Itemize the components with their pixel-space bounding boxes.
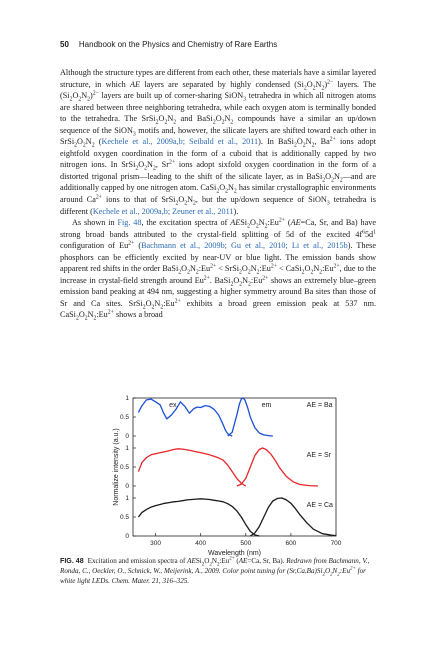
text-run: has similar crystallographic environments around Ca xyxy=(60,183,376,205)
text-run: 2 xyxy=(151,304,155,311)
text-run: N xyxy=(227,183,234,193)
page-number: 50 xyxy=(60,40,69,49)
text-run: ( xyxy=(134,241,142,251)
figure-label: FIG. 48 xyxy=(60,557,84,565)
text-run: O xyxy=(249,218,256,228)
text-run: As shown in xyxy=(72,218,118,228)
panel-label: AE = Ca xyxy=(306,502,333,509)
text-run: ( xyxy=(94,137,102,147)
text-run: Although the structure types are different from each other, these materials have a similar layered structure, in which xyxy=(60,68,376,89)
text-run: 6 xyxy=(362,228,365,235)
text-run: shows a broad xyxy=(113,310,163,320)
text-run: for white light LEDs. Chem. Mater. 21, 316–325. xyxy=(60,567,366,586)
text-run: O xyxy=(215,114,222,124)
text-run: O xyxy=(158,114,165,124)
text-run: O xyxy=(296,137,303,147)
text-run: 2 xyxy=(239,281,243,288)
text-run: 2 xyxy=(331,177,334,184)
text-run: 2 xyxy=(247,223,250,230)
text-run: 2+ xyxy=(168,159,176,166)
text-run: AE xyxy=(230,218,241,228)
text-run: 2 xyxy=(248,281,251,288)
panel-label: AE = Ba xyxy=(306,402,333,409)
text-run: 1 xyxy=(373,228,376,235)
text-run: —and are additionally capped by one nitrogen atom. CaSi xyxy=(60,171,376,193)
text-run: 2+ xyxy=(128,240,135,247)
text-run: Si xyxy=(240,218,248,228)
text-run: 2 xyxy=(212,119,216,126)
text-run: N xyxy=(189,264,196,274)
text-run: O xyxy=(145,298,152,308)
text-run: and BaSi xyxy=(176,114,213,124)
text-run: ( xyxy=(285,218,291,228)
text-run: ). These phosphors can be efficiently excited by near-UV or blue light. The emission bands show apparent red shifts in the order BaSi xyxy=(60,241,376,274)
text-run: O xyxy=(181,264,188,274)
text-run: , the excitation spectra of xyxy=(141,218,231,228)
text-run: AE xyxy=(238,557,248,565)
y-tick-label: 0 xyxy=(125,533,129,541)
excitation-curve xyxy=(138,499,259,536)
text-run: O xyxy=(304,264,311,274)
text-run: 2 xyxy=(256,269,260,276)
text-run: O xyxy=(241,264,248,274)
text-run: motifs and, however, the silicate layers are shifted toward each other in SrSi xyxy=(60,125,377,147)
text-run: :Eu xyxy=(198,264,211,274)
text-run: layers. The (Si xyxy=(60,79,376,101)
x-tick-label: 700 xyxy=(330,540,342,547)
x-tick-label: 400 xyxy=(195,540,207,547)
text-run: 2 xyxy=(301,269,305,276)
text-run: :Eu xyxy=(259,264,271,274)
text-run: :Eu xyxy=(322,264,334,274)
text-run: N xyxy=(187,195,194,205)
text-run: 2 xyxy=(173,119,177,126)
citation-link[interactable]: Kechele et al., 2009a,b; Seibald et al., 2011 xyxy=(101,137,259,147)
text-run: N xyxy=(315,79,322,89)
text-run: 2+ xyxy=(329,136,336,143)
text-run: N xyxy=(242,275,249,285)
text-run: 2 xyxy=(160,304,164,311)
text-run: 2 xyxy=(201,562,205,568)
text-run: O xyxy=(178,195,185,205)
text-run: 2 xyxy=(195,269,199,276)
text-run: tetrahedra is different ( xyxy=(60,195,376,216)
text-run: ) xyxy=(90,91,93,101)
text-run: 2 xyxy=(74,142,77,149)
citation-link[interactable]: Kechele et al., 2009a,b; Zeuner et al., 2011 xyxy=(92,206,234,216)
y-tick-label: 0 xyxy=(125,483,129,491)
text-run: 2 xyxy=(337,572,340,578)
text-run: :Eu xyxy=(267,218,279,228)
text-run: 2 xyxy=(216,189,220,196)
text-run: :Eu xyxy=(219,557,230,565)
text-run: 2 xyxy=(91,142,95,149)
text-run: ( xyxy=(234,557,239,565)
text-run: 2 xyxy=(93,316,97,323)
text-run: . BaSi xyxy=(209,275,231,285)
text-run: ) xyxy=(324,79,328,89)
y-tick-label: 0 xyxy=(125,433,129,441)
text-run: 2 xyxy=(75,316,79,323)
text-run: Excitation and emission spectra of xyxy=(87,557,188,565)
text-run: 2 xyxy=(264,223,268,230)
text-run: :Eu xyxy=(250,275,263,285)
y-tick-label: 1 xyxy=(125,495,129,503)
text-run: N xyxy=(258,218,265,228)
text-run: 2+ xyxy=(107,309,114,316)
text-run: O xyxy=(76,137,83,147)
text-run: N xyxy=(332,567,338,576)
text-run: 2 xyxy=(311,142,315,149)
panel-label: AE = Sr xyxy=(306,452,332,459)
text-run: 2 xyxy=(82,142,86,149)
text-run: 2+ xyxy=(95,194,102,201)
text-run: 2 xyxy=(230,281,234,288)
text-run: 2 xyxy=(209,562,212,568)
text-run: O xyxy=(78,310,85,320)
caption-text xyxy=(60,557,369,585)
x-tick-label: 300 xyxy=(150,540,161,547)
text-run: O xyxy=(204,557,210,565)
text-run: 3 xyxy=(243,96,247,103)
text-run: 2+ xyxy=(210,263,217,270)
text-run: 2 xyxy=(225,189,228,196)
text-run: N xyxy=(167,114,174,124)
text-run: 2+ xyxy=(174,298,181,305)
text-run: exhibits a broad green emission peak at 537 nm. CaSi xyxy=(60,298,376,320)
text-run: , Sr xyxy=(155,160,169,170)
excitation-curve xyxy=(138,399,232,436)
text-run: 2 xyxy=(144,166,148,173)
text-run: N xyxy=(224,114,231,124)
text-run: AE xyxy=(290,218,301,228)
text-run: compounds have a similar an up/down sequence of the SiON xyxy=(60,114,376,135)
citation-link[interactable]: Fig. 48 xyxy=(117,218,142,228)
text-run: =Ca, Sr, Ba). xyxy=(247,557,287,565)
text-run: 2 xyxy=(339,177,343,184)
text-run: 3 xyxy=(132,131,136,138)
text-run: 2 xyxy=(312,85,316,92)
text-run: ions to that of SrSi xyxy=(102,195,176,205)
text-run: 2 xyxy=(221,119,225,126)
text-run: , due to the increase in crystal-field strength around Eu xyxy=(60,264,377,285)
text-run: :Eu xyxy=(339,567,351,576)
y-axis-label: Normalize intensity (a.u.) xyxy=(113,428,120,506)
plot-frame xyxy=(133,398,336,536)
text-run: 2+ xyxy=(278,217,286,224)
text-run: , but the up/down sequence of SiON xyxy=(195,195,327,205)
y-tick-label: 0.5 xyxy=(119,414,129,422)
text-run: 2 xyxy=(69,96,73,103)
text-run: 2− xyxy=(92,90,99,97)
text-run: 2 xyxy=(135,166,139,173)
text-run: 2 xyxy=(247,269,251,276)
text-run: O xyxy=(138,160,145,170)
text-run: 2 xyxy=(293,142,297,149)
text-run: 2+ xyxy=(270,263,277,270)
text-run: 2 xyxy=(216,562,220,568)
text-run: O xyxy=(324,567,331,576)
text-run: 2 xyxy=(255,223,259,230)
text-run: N xyxy=(305,137,312,147)
text-run: 2 xyxy=(322,177,326,184)
text-run: O xyxy=(306,79,313,89)
text-run: , Ba xyxy=(314,137,330,147)
text-run: 2 xyxy=(155,119,159,126)
y-tick-label: 1 xyxy=(125,395,129,403)
text-run: 2 xyxy=(164,119,168,126)
text-run: O xyxy=(72,91,79,101)
text-run: 2 xyxy=(184,200,188,207)
text-run: N xyxy=(313,264,320,274)
text-run: 2+ xyxy=(229,556,235,562)
text-run: 5d xyxy=(364,229,374,239)
text-run: N xyxy=(147,160,153,170)
text-run: N xyxy=(87,310,94,320)
citation-link[interactable]: Bachmann et al., 2009b; Gu et al., 2010; Li et al., 2015b xyxy=(141,241,348,251)
y-tick-label: 1 xyxy=(125,445,129,453)
y-tick-label: 0.5 xyxy=(119,514,129,522)
text-run: 2 xyxy=(84,316,88,323)
text-run: AE xyxy=(187,557,196,565)
text-run: 2 xyxy=(193,200,196,207)
x-axis-label: Wavelength (nm) xyxy=(207,550,262,557)
text-run: :Eu xyxy=(96,310,108,320)
text-run: 2 xyxy=(187,269,190,276)
text-run: ). xyxy=(233,206,239,216)
text-run: 2 xyxy=(142,304,146,311)
text-run: 2 xyxy=(322,572,325,578)
emission-label: em xyxy=(261,402,272,409)
y-tick-label: 0.5 xyxy=(119,464,129,472)
text-run: 2 xyxy=(233,189,237,196)
text-run: 2 xyxy=(87,96,91,103)
book-title: Handbook on the Physics and Chemistry of Rare Earths xyxy=(78,40,278,49)
text-run: :Eu xyxy=(163,298,175,308)
text-run: 2 xyxy=(230,119,234,126)
text-run: N xyxy=(81,91,88,101)
text-run: 2 xyxy=(321,85,325,92)
text-run: 2+ xyxy=(350,566,356,572)
text-run: ). In BaSi xyxy=(258,137,294,147)
text-run: 2 xyxy=(239,269,242,276)
text-run: layers are built up of corner-sharing SiON xyxy=(98,91,244,101)
text-run: shows an extremely blue–green emission band peaking at 494 nm, suggesting a higher symmetry around Ba sites than those of Sr and Ca sites. SrSi xyxy=(60,275,376,308)
text-run: 2+ xyxy=(262,275,269,282)
text-run: < CaSi xyxy=(277,264,302,274)
text-run: N xyxy=(85,137,92,147)
text-run: N xyxy=(211,557,217,565)
text-run: N xyxy=(333,171,340,181)
figure-caption xyxy=(60,556,378,587)
text-run: 2 xyxy=(319,269,323,276)
text-run: 2 xyxy=(330,572,333,578)
text-run: < SrSi xyxy=(216,264,240,274)
text-run: N xyxy=(250,264,257,274)
text-run: 2 xyxy=(152,166,156,173)
text-run: 3 xyxy=(326,200,330,207)
excitation-curve xyxy=(138,449,245,486)
text-run: Redrawn from Bachmann, V., Ronda, C., Oeckler, O., Schnick, W., Meijerink, A., 2009. Color point tuning for (Sr,Ca,Ba)Si xyxy=(60,557,370,576)
text-run: 2 xyxy=(178,269,182,276)
text-run: 2 xyxy=(175,200,179,207)
text-run: 2 xyxy=(303,85,307,92)
text-run: 2 xyxy=(310,269,314,276)
text-run: 2 xyxy=(302,142,306,149)
text-run: ions adopt eightfold oxygen coordination in the form of a cuboid that is additionally capped by two nitrogen ions. In SrSi xyxy=(60,137,376,170)
text-run: O xyxy=(219,183,226,193)
text-run: configuration of Eu xyxy=(60,241,129,251)
text-run: 2 xyxy=(78,96,82,103)
text-run: layers are separated by highly condensed (Si xyxy=(140,79,304,89)
text-run: =Ca, Sr, and Ba) have strong broad bands attributed to the crystal-field splitting of 5d of the excited 4f xyxy=(60,218,376,239)
text-run: 2+ xyxy=(333,263,340,270)
x-tick-label: 600 xyxy=(285,540,297,547)
text-run: 2− xyxy=(327,78,334,85)
excitation-label: ex. xyxy=(169,402,179,409)
text-run: ions adopt sixfold oxygen coordination in the form of a distorted trigonal prism—leading to the shift of the silicate layer, as in BaSi xyxy=(60,160,376,181)
text-run: O xyxy=(325,171,332,181)
text-run: O xyxy=(233,275,240,285)
text-run: N xyxy=(154,298,161,308)
text-run: Si xyxy=(195,557,202,565)
x-tick-label: 500 xyxy=(240,540,252,547)
text-run: 2+ xyxy=(203,275,210,282)
text-run: tetrahedra in which all nitrogen atoms are shared between three neighboring tetrahedra, while each oxygen atom is terminally bonded to the tetrahedra. The SrSi xyxy=(60,91,376,124)
text-run: AE xyxy=(130,79,141,89)
